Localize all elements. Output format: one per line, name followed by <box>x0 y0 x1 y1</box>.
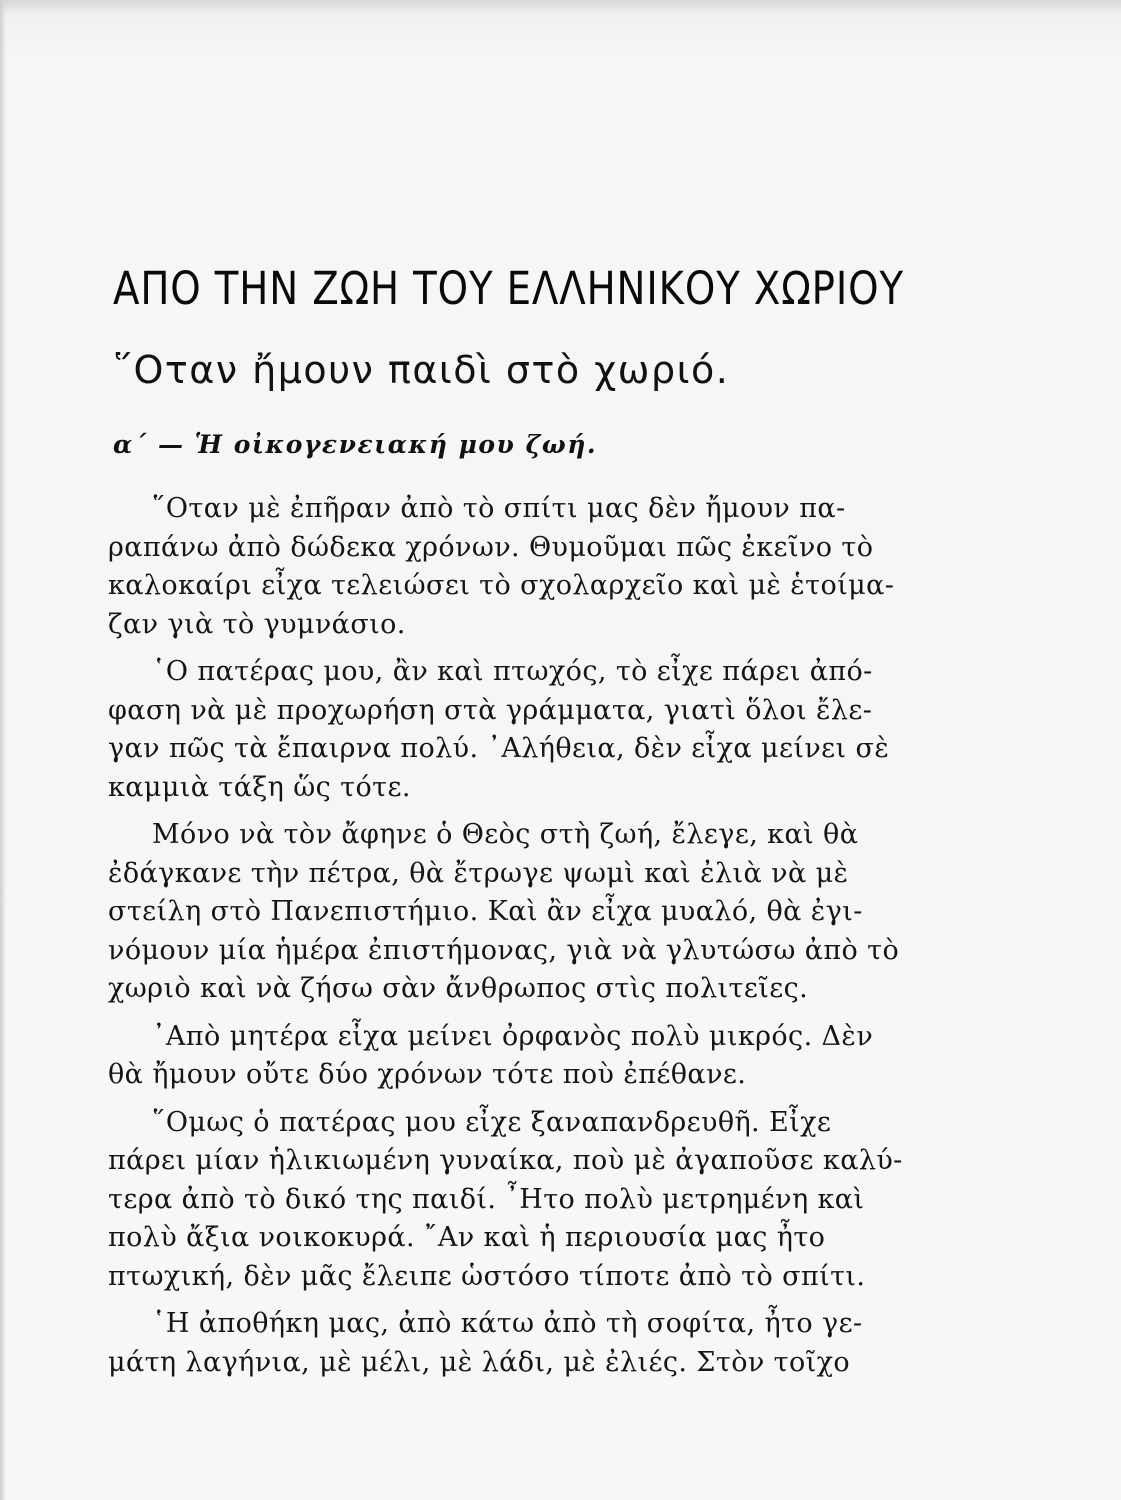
text-line: μάτη λαγήνια, μὲ μέλι, μὲ λάδι, μὲ ἐλιές. Στὸν τοῖχο <box>108 1346 851 1378</box>
page-top-shadow <box>0 0 1121 14</box>
paragraph <box>108 1018 938 1095</box>
text-line: ραπάνω ἀπὸ δώδεκα χρόνων. Θυμοῦμαι πῶς ἐκεῖνο τὸ <box>108 531 874 563</box>
paragraph <box>108 653 938 807</box>
text-line: στείλη στὸ Πανεπιστήμιο. Καὶ ἂν εἶχα μυαλό, θὰ ἐγι- <box>108 896 863 927</box>
text-line: χωριὸ καὶ νὰ ζήσω σὰν ἄνθρωπος στὶς πολιτεῖες. <box>108 973 809 1004</box>
text-line: ᾿Απὸ μητέρα εἶχα μείνει ὀρφανὸς πολὺ μικρός. Δὲν <box>152 1020 874 1052</box>
paragraph <box>108 816 938 1009</box>
section-heading: α΄ — Ἡ οἰκογενειακή μου ζωή. <box>113 430 598 459</box>
text-line: καλοκαίρι εἶχα τελειώσει τὸ σχολαρχεῖο καὶ μὲ ἑτοίμα- <box>108 570 895 601</box>
chapter-title: ΑΠΟ ΤΗΝ ΖΩΗ ΤΟΥ ΕΛΛΗΝΙΚΟΥ ΧΩΡΙΟΥ <box>113 262 904 315</box>
chapter-subtitle: ῞Οταν ἤμουν παιδὶ στὸ χωριό. <box>113 348 730 392</box>
paragraph <box>108 1305 938 1382</box>
text-line: ἐδάγκανε τὴν πέτρα, θὰ ἔτρωγε ψωμὶ καὶ ἐλιὰ νὰ μὲ <box>108 857 849 889</box>
page-left-shadow <box>0 0 6 1500</box>
text-line: ζαν γιὰ τὸ γυμνάσιο. <box>108 608 406 640</box>
text-line: πτωχική, δὲν μᾶς ἔλειπε ὡστόσο τίποτε ἀπὸ τὸ σπίτι. <box>108 1260 866 1292</box>
text-line: νόμουν μία ἡμέρα ἐπιστήμονας, γιὰ νὰ γλυτώσω ἀπὸ τὸ <box>108 934 900 966</box>
body-text <box>108 490 938 1391</box>
text-line: φαση νὰ μὲ προχωρήση στὰ γράμματα, γιατὶ ὅλοι ἔλε- <box>108 694 873 726</box>
text-line: ῾Η ἀποθήκη μας, ἀπὸ κάτω ἀπὸ τὴ σοφίτα, ἦτο γε- <box>152 1308 863 1339</box>
text-line: Μόνο νὰ τὸν ἄφηνε ὁ Θεὸς στὴ ζωή, ἔλεγε, καὶ θὰ <box>152 819 859 850</box>
text-line: πολὺ ἄξια νοικοκυρά. ῎Αν καὶ ἡ περιουσία μας ἦτο <box>108 1222 826 1253</box>
paragraph <box>108 1104 938 1297</box>
paragraph <box>108 490 938 644</box>
text-line: ῾Ο πατέρας μου, ἂν καὶ πτωχός, τὸ εἶχε πάρει ἀπό- <box>152 656 873 687</box>
text-line: τερα ἀπὸ τὸ δικό της παιδί. ῏Ητο πολὺ μετρημένη καὶ <box>108 1183 865 1215</box>
text-line: καμμιὰ τάξη ὥς τότε. <box>108 771 411 803</box>
text-line: ῞Ομως ὁ πατέρας μου εἶχε ξαναπανδρευθῆ. Εἶχε <box>152 1106 832 1138</box>
text-line: θὰ ἤμουν οὔτε δύο χρόνων τότε ποὺ ἐπέθανε. <box>108 1059 747 1090</box>
text-line: ῞Οταν μὲ ἐπῆραν ἀπὸ τὸ σπίτι μας δὲν ἤμουν πα- <box>152 493 846 524</box>
text-line: γαν πῶς τὰ ἔπαιρνα πολύ. ᾿Αλήθεια, δὲν εἶχα μείνει σὲ <box>108 733 890 764</box>
text-line: πάρει μίαν ἡλικιωμένη γυναίκα, ποὺ μὲ ἀγαποῦσε καλύ- <box>108 1145 903 1176</box>
